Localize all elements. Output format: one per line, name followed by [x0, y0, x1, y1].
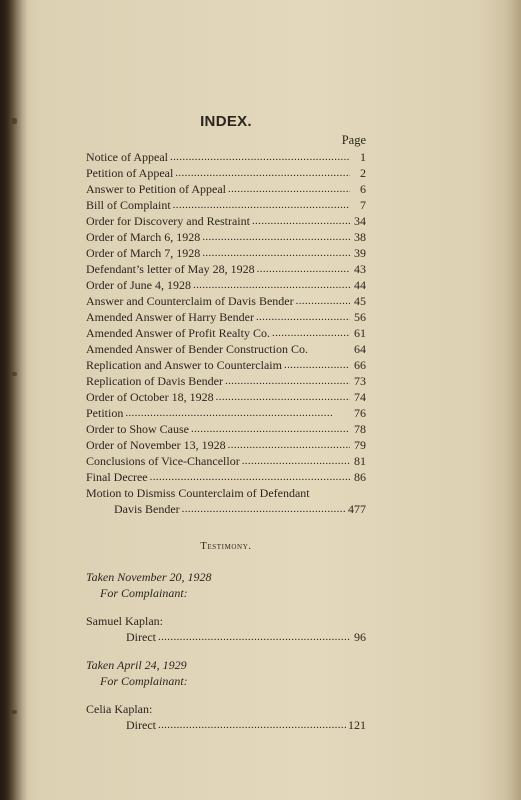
index-entry [86, 261, 366, 277]
entry-label: Order of November 13, 1928 [86, 438, 226, 452]
leader-dots [284, 356, 350, 373]
leader-dots [272, 324, 350, 341]
examination-entry [86, 629, 366, 645]
margin-mark [12, 118, 17, 124]
testimony-session [86, 657, 366, 733]
entry-label: Answer and Counterclaim of Davis Bender [86, 294, 294, 308]
exam-page: 121 [348, 718, 366, 732]
index-entry [86, 213, 366, 229]
entry-label: Order of March 7, 1928 [86, 246, 201, 260]
entry-label: Amended Answer of Harry Bender [86, 310, 254, 324]
leader-dots [170, 148, 350, 165]
entry-label: Order of June 4, 1928 [86, 278, 191, 292]
examination-entry [86, 717, 366, 733]
entry-label: Petition of Appeal [86, 166, 174, 180]
entry-label: Davis Bender [114, 502, 180, 516]
leader-dots [182, 500, 346, 517]
leader-dots [158, 628, 350, 645]
index-entry [86, 181, 366, 197]
index-title: INDEX. [200, 113, 252, 130]
margin-mark [12, 710, 17, 714]
for-party: For Complainant: [100, 674, 188, 688]
leader-dots [193, 276, 350, 293]
leader-dots [256, 308, 350, 325]
entry-page: 38 [354, 230, 366, 244]
entry-page: 39 [354, 246, 366, 260]
leader-dots [216, 388, 350, 405]
index-entry [86, 277, 366, 293]
index-entry [86, 405, 366, 421]
leader-dots [191, 420, 350, 437]
entry-page: 81 [354, 454, 366, 468]
entry-label: Notice of Appeal [86, 150, 168, 164]
entry-label: Order to Show Cause [86, 422, 189, 436]
leader-dots [228, 436, 350, 453]
index-entry [86, 293, 366, 309]
entry-page: 64 [354, 342, 366, 356]
entry-page: 44 [354, 278, 366, 292]
entry-label: Amended Answer of Profit Realty Co. [86, 326, 270, 340]
entry-page: 76 [354, 406, 366, 420]
page-column-header: Page [341, 133, 366, 147]
index-entry [86, 325, 366, 341]
entry-label: Bill of Complaint [86, 198, 171, 212]
leader-dots [242, 452, 350, 469]
entry-label: Answer to Petition of Appeal [86, 182, 226, 196]
entry-label: Defendant’s letter of May 28, 1928 [86, 262, 255, 276]
index-entry [86, 357, 366, 373]
index-page [86, 114, 366, 733]
for-party: For Complainant: [100, 586, 188, 600]
entry-label: Order for Discovery and Restraint [86, 214, 250, 228]
entry-page: 78 [354, 422, 366, 436]
leader-dots [158, 716, 346, 733]
leader-dots [150, 468, 350, 485]
leader-dots [173, 196, 350, 213]
entry-page: 61 [354, 326, 366, 340]
entry-label: Motion to Dismiss Counterclaim of Defendant [86, 486, 310, 500]
entry-page: 79 [354, 438, 366, 452]
index-entry [86, 501, 366, 517]
entry-page: 43 [354, 262, 366, 276]
index-entry [86, 165, 366, 181]
entry-page: 86 [354, 470, 366, 484]
entry-page: 7 [360, 198, 366, 212]
index-entry [86, 469, 366, 485]
leader-dots [125, 404, 350, 421]
exam-label: Direct [126, 630, 156, 644]
entry-label: Replication and Answer to Counterclaim [86, 358, 282, 372]
entry-page: 2 [360, 166, 366, 180]
index-entry [86, 421, 366, 437]
index-entry [86, 389, 366, 405]
leader-dots [228, 180, 350, 197]
leader-dots [252, 212, 350, 229]
entry-page: 477 [348, 502, 366, 516]
entry-page: 74 [354, 390, 366, 404]
index-entry [86, 341, 366, 357]
entry-label: Conclusions of Vice-Chancellor [86, 454, 240, 468]
entry-label: Final Decree [86, 470, 148, 484]
index-entry [86, 453, 366, 469]
leader-dots [175, 164, 350, 181]
entry-label: Petition [86, 406, 124, 420]
exam-page: 96 [354, 630, 366, 644]
exam-label: Direct [126, 718, 156, 732]
leader-dots [296, 292, 350, 309]
entry-label: Order of October 18, 1928 [86, 390, 214, 404]
entry-label: Amended Answer of Bender Construction Co. [86, 342, 308, 356]
entry-page: 6 [360, 182, 366, 196]
taken-date: Taken November 20, 1928 [86, 570, 212, 584]
leader-dots [257, 260, 350, 277]
witness-name: Celia Kaplan: [86, 702, 153, 716]
witness-name: Samuel Kaplan: [86, 614, 163, 628]
index-entry [86, 245, 366, 261]
index-entry [86, 149, 366, 165]
entry-page: 56 [354, 310, 366, 324]
entry-page: 45 [354, 294, 366, 308]
index-entry [86, 229, 366, 245]
index-entries [86, 149, 366, 517]
index-entry [86, 309, 366, 325]
index-entry [86, 197, 366, 213]
leader-dots [202, 244, 350, 261]
entry-label: Order of March 6, 1928 [86, 230, 201, 244]
entry-page: 73 [354, 374, 366, 388]
testimony-heading: Testimony. [200, 541, 252, 552]
testimony-session [86, 569, 366, 645]
leader-dots [225, 372, 350, 389]
entry-page: 66 [354, 358, 366, 372]
leader-dots [202, 228, 350, 245]
entry-label: Replication of Davis Bender [86, 374, 223, 388]
index-entry [86, 437, 366, 453]
index-entry [86, 373, 366, 389]
margin-mark [12, 372, 17, 376]
taken-date: Taken April 24, 1929 [86, 658, 187, 672]
index-entry [86, 485, 366, 501]
entry-page: 34 [354, 214, 366, 228]
entry-page: 1 [360, 150, 366, 164]
